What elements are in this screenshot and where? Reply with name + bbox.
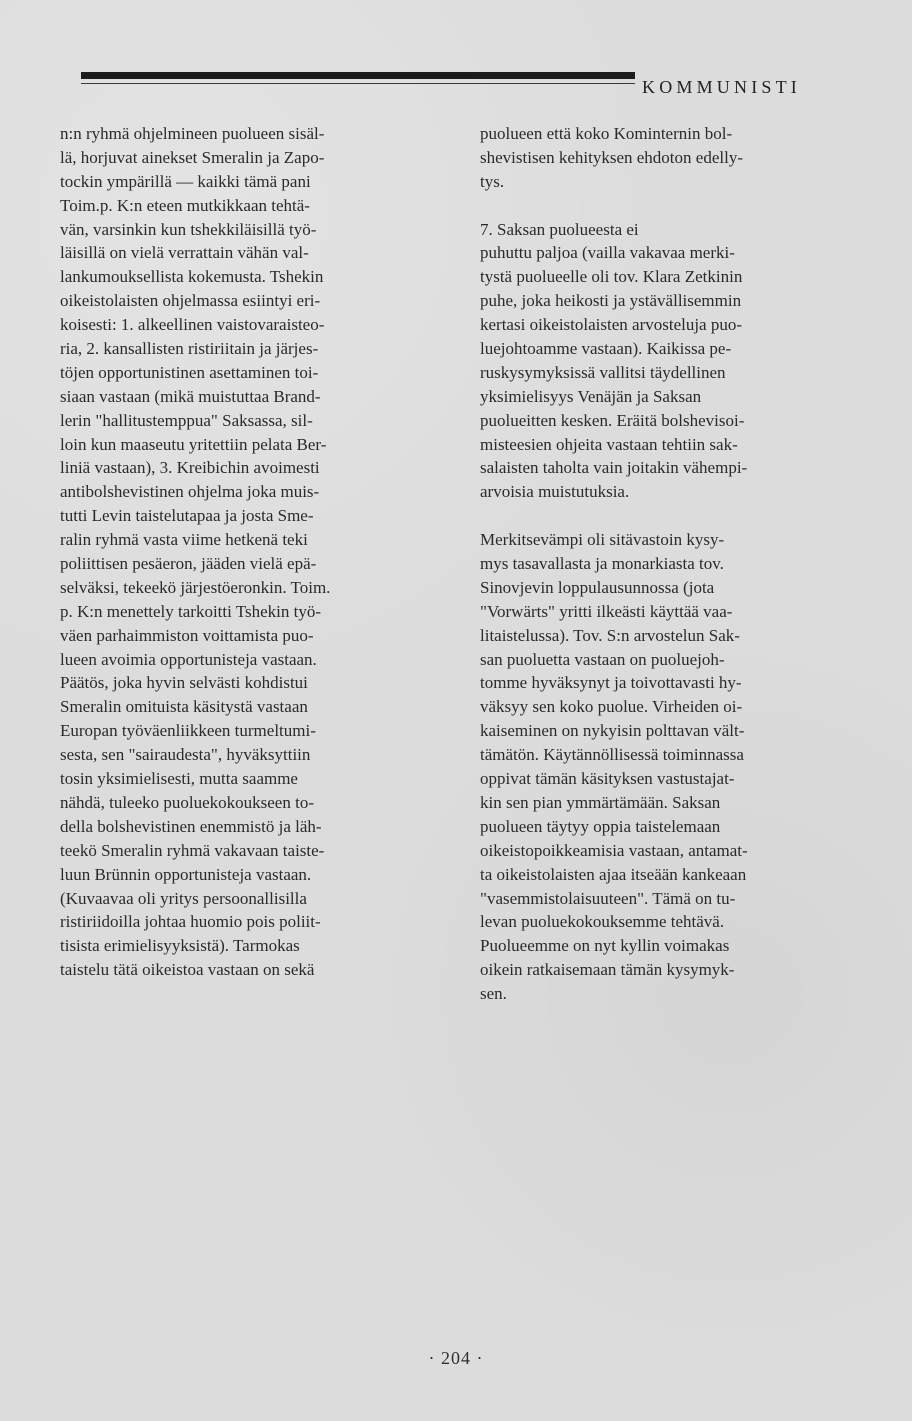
left-column-line: luun Brünnin opportunisteja vastaan. [60,864,312,884]
left-column-line: n:n ryhmä ohjelmineen puolueen sisäl- [60,124,325,143]
left-column-line: tockin ympärillä — kaikki tämä pani [60,171,311,191]
right-column-line: tämätön. Käytännöllisessä toiminnassa [480,745,744,765]
right-column-line: luejohtoamme vastaan). Kaikissa pe- [480,339,732,359]
left-column-line: väen parhaimmiston voittamista puo- [60,625,314,645]
left-column-line: lankumouksellista kokemusta. Tshekin [60,267,324,287]
right-column-line: puolueen täytyy oppia taistelemaan [480,816,721,836]
right-column-line: "vasemmistolaisuuteen". Tämä on tu- [480,888,736,908]
left-column-line: läisillä on vielä verrattain vähän val- [60,243,309,263]
left-column-line: taistelu tätä oikeistoa vastaan on sekä [60,960,315,980]
right-column-line: ruskysymyksissä vallitsi täydellinen [480,362,726,382]
header-thick-rule [81,72,635,79]
right-column-line: Merkitsevämpi oli sitävastoin kysy- [480,530,725,550]
right-column-line: puolueitten kesken. Eräitä bolshevisoi- [480,410,745,430]
right-column-line: tys. [480,171,505,191]
left-column-line: tisista erimielisyyksistä). Tarmokas [60,936,300,956]
right-column-line: kertasi oikeistolaisten arvosteluja puo- [480,315,743,335]
left-text-column [60,122,460,982]
left-column-line: Toim.p. K:n eteen mutkikkaan tehtä- [60,195,310,215]
right-column-line: san puoluetta vastaan on puoluejoh- [480,649,725,669]
right-column-line: tomme hyväksynyt ja toivottavasti hy- [480,673,742,693]
right-column-line: kin sen pian ymmärtämään. Saksan [480,792,721,812]
left-column-line: tosin yksimielisesti, mutta saamme [60,769,298,789]
right-column-line: "Vorwärts" yritti ilkeästi käyttää vaa- [480,601,733,621]
left-column-line: vän, varsinkin kun tshekkiläisillä työ- [60,219,317,239]
right-column-line [480,194,870,218]
page-number: · 204 · [428,1348,484,1368]
left-column-line: p. K:n menettely tarkoitti Tshekin työ- [60,601,322,621]
left-column-line: tutti Levin taistelutapaa ja josta Sme- [60,506,314,526]
right-column-line: kaiseminen on nykyisin polttavan vält- [480,721,745,741]
left-column-line: antibolshevistinen ohjelma joka muis- [60,482,320,502]
right-column-line: Sinovjevin loppulausunnossa (jota [480,577,715,597]
left-column-line: lä, horjuvat ainekset Smeralin ja Zapo- [60,147,325,167]
right-column-line: väksyy sen koko puolue. Virheiden oi- [480,697,743,717]
right-column-line: sen. [480,984,507,1004]
left-column-line: liniä vastaan), 3. Kreibichin avoimesti [60,458,320,478]
left-column-line: selväksi, tekeekö järjestöeronkin. Toim. [60,577,331,597]
header-thin-rule [81,83,635,84]
right-column-line: puhuttu paljoa (vailla vakavaa merki- [480,243,735,263]
right-column-line: oikeistopoikkeamisia vastaan, antamat- [480,840,748,860]
right-column-line: oikein ratkaisemaan tämän kysymyk- [480,960,735,980]
left-column-line: siaan vastaan (mikä muistuttaa Brand- [60,386,321,406]
right-column-line: levan puoluekokouksemme tehtävä. [480,912,725,932]
right-column-line [480,504,870,528]
right-column-line: litaistelussa). Tov. S:n arvostelun Sak- [480,625,740,645]
left-column-line: ralin ryhmä vasta viime hetkenä teki [60,530,308,550]
right-column-line: puolueen että koko Kominternin bol- [480,124,733,143]
right-column-line: mys tasavallasta ja monarkiasta tov. [480,554,724,574]
left-column-line: koisesti: 1. alkeellinen vaistovaraisteo- [60,315,325,335]
right-column-line: puhe, joka heikosti ja ystävällisemmin [480,291,742,311]
right-column-line: shevistisen kehityksen ehdoton edelly- [480,147,743,167]
running-header-title: KOMMUNISTI [642,77,801,97]
header-rule [81,72,635,88]
left-column-line: oikeistolaisten ohjelmassa esiintyi eri- [60,291,321,311]
right-column-line: salaisten taholta vain joitakin vähempi- [480,458,748,478]
left-column-line: Smeralin omituista käsitystä vastaan [60,697,308,717]
left-column-line: loin kun maaseutu yritettiin pelata Ber- [60,434,327,454]
right-text-column [480,122,870,1006]
left-column-line: ria, 2. kansallisten ristiriitain ja järjes- [60,339,319,359]
left-column-line: poliittisen pesäeron, jääden vielä epä- [60,554,317,574]
left-column-line: (Kuvaavaa oli yritys persoonallisilla [60,888,307,908]
left-column-line: Europan työväenliikkeen turmeltumi- [60,721,316,741]
right-column-line: ta oikeistolaisten ajaa itseään kankeaan [480,864,747,884]
right-column-line: misteesien ohjeita vastaan tehtiin sak- [480,434,738,454]
left-column-line: teekö Smeralin ryhmä vakavaan taiste- [60,840,325,860]
left-column-line: sesta, sen "sairaudesta", hyväksyttiin [60,745,311,765]
right-column-line: Puolueemme on nyt kyllin voimakas [480,936,730,956]
right-column-line: tystä puolueelle oli tov. Klara Zetkinin [480,267,743,287]
right-column-line: yksimielisyys Venäjän ja Saksan [480,386,702,406]
right-column-line: oppivat tämän käsityksen vastustajat- [480,769,735,789]
left-column-line: lueen avoimia opportunisteja vastaan. [60,649,317,669]
left-column-line: nähdä, tuleeko puoluekokoukseen to- [60,792,314,812]
left-column-line: lerin "hallitustemppua" Saksassa, sil- [60,410,313,430]
right-column-line: 7. Saksan puolueesta ei [480,219,639,239]
right-column-line: arvoisia muistutuksia. [480,482,630,502]
left-column-line: ristiriidoilla johtaa huomio pois poliit- [60,912,321,932]
left-column-line: töjen opportunistinen asettaminen toi- [60,362,319,382]
left-column-line: della bolshevistinen enemmistö ja läh- [60,816,322,836]
left-column-line: Päätös, joka hyvin selvästi kohdistui [60,673,308,693]
